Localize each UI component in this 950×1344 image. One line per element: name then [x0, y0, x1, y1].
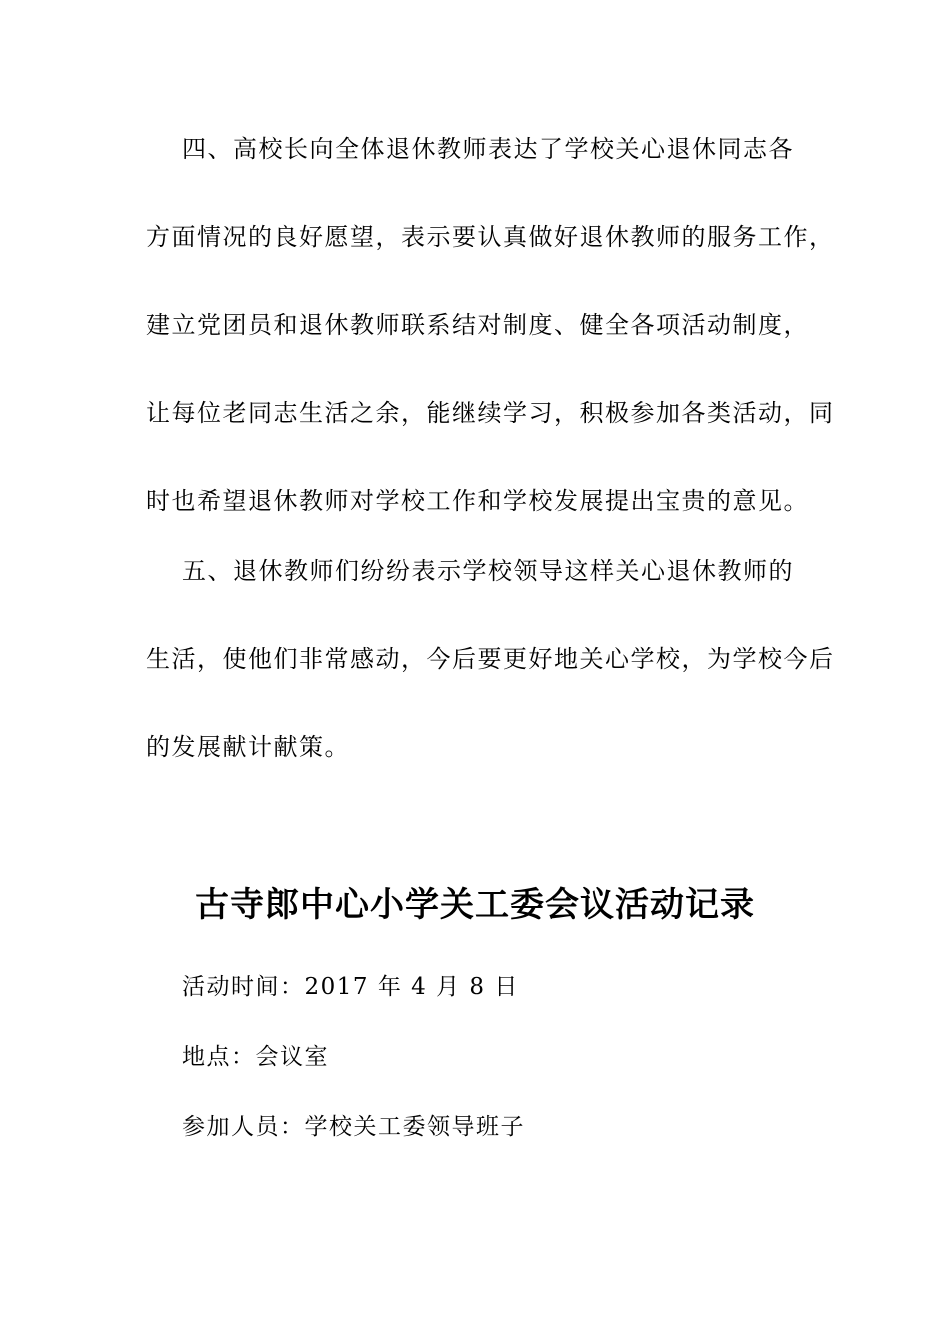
paragraph-four-line-2: 方面情况的良好愿望，表示要认真做好退休教师的服务工作， — [146, 223, 835, 251]
paragraph-four-line-5: 时也希望退休教师对学校工作和学校发展提出宝贵的意见。 — [146, 487, 809, 515]
paragraph-five-line-2: 生活，使他们非常感动，今后要更好地关心学校，为学校今后 — [146, 645, 835, 673]
paragraph-five-line-3: 的发展献计献策。 — [146, 733, 350, 761]
paragraph-four-line-3: 建立党团员和退休教师联系结对制度、健全各项活动制度， — [146, 311, 809, 339]
activity-time: 活动时间：2017 年 4 月 8 日 — [182, 974, 519, 1000]
activity-place: 地点：会议室 — [182, 1044, 329, 1070]
activity-attendees: 参加人员：学校关工委领导班子 — [182, 1114, 525, 1140]
paragraph-four-line-4: 让每位老同志生活之余，能继续学习，积极参加各类活动，同 — [146, 399, 835, 427]
paragraph-four-line-1: 四、高校长向全体退休教师表达了学校关心退休同志各 — [182, 135, 794, 163]
record-title: 古寺郎中心小学关工委会议活动记录 — [195, 885, 755, 925]
paragraph-five-line-1: 五、退休教师们纷纷表示学校领导这样关心退休教师的 — [182, 557, 794, 585]
